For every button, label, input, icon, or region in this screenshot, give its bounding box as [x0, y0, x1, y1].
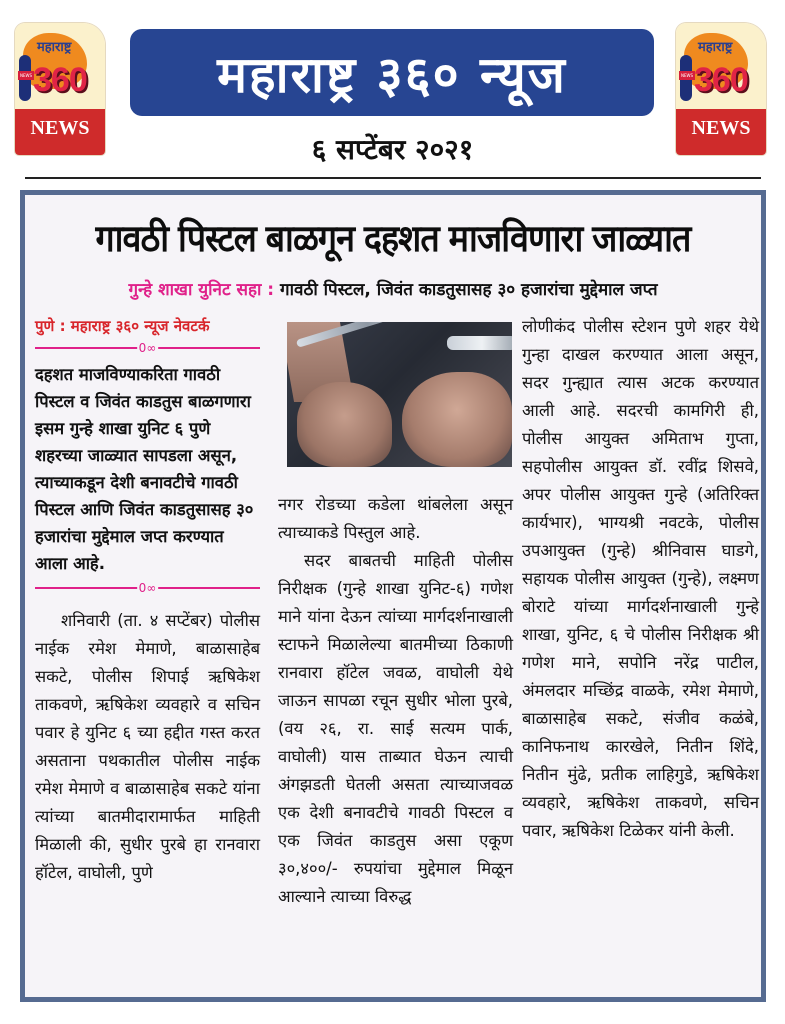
article-column-2 [278, 491, 513, 911]
logo-state-text: महाराष्ट्र [37, 40, 72, 55]
mic-tag: NEWS [19, 73, 32, 78]
subhead-text: गावठी पिस्टल, जिवंत काडतुसासह ३० हजारांचा मुद्देमाल जप्त [274, 280, 658, 300]
article-body-col1 [35, 607, 260, 887]
issue-date: ६ सप्टेंबर २०२१ [311, 133, 474, 166]
mic-tag: NEWS [680, 73, 693, 78]
body-paragraph: लोणीकंद पोलीस स्टेशन पुणे शहर येथे गुन्हा दाखल करण्यात आला असून, सदर गुन्ह्यात त्यास अटक करण्यात आली आहे. सदरची कामगिरी ही, पोलीस आयुक्त अमिताभ गुप्ता, सहपोलीस आयुक्त डॉ. रवींद्र शिसवे, अपर पोलीस आयुक्त गुन्हे (अतिरिक्त कार्यभार), भाग्यश्री नवटके, पोलीस उपआयुक्त (गुन्हे) श्रीनिवास घाडगे, सहायक पोलीस आयुक्त (गुन्हे), लक्ष्मण बोराटे यांच्या मार्गदर्शनाखाली गुन्हे शाखा, युनिट, ६ चे पोलीस निरीक्षक श्री गणेश माने, सपोनि नरेंद्र पाटील, अंमलदार मच्छिंद्र वाळके, रमेश मेमाणे, बाळासाहेब सकटे, संजीव कळंबे, कानिफनाथ कारखेले, नितीन शिंदे, नितीन मुंढे, प्रतीक लाहिगुडे, ऋषिकेश व्यवहारे, ऋषिकेश ताकवणे, सचिन पवार, ऋषिकेश टिळेकर यांनी केली. [522, 317, 759, 840]
ornament-divider [35, 581, 260, 595]
publication-title: महाराष्ट्र ३६० न्यूज [217, 45, 567, 104]
photo-hand-left [297, 382, 392, 467]
body-paragraph: नगर रोडच्या कडेला थांबलेला असून त्याच्याकडे पिस्तुल आहे. [278, 495, 513, 542]
body-paragraph: सदर बाबतची माहिती पोलीस निरीक्षक (गुन्हे शाखा युनिट-६) गणेश माने यांना देऊन त्यांच्या मार्गदर्शनाखाली स्टाफने मिळालेल्या बातमीच्या ठिकाणी रानवारा हॉटेल जवळ, वाघोली येथे जाऊन सापळा रचून सुधीर भोला पुरबे, (वय २६, रा. साई सत्यम पार्क, वाघोली) यास ताब्यात घेऊन त्याची अंगझडती घेतली असता त्याच्याजवळ एक देशी बनावटीचे गावठी पिस्टल व एक जिवंत काडतुस असा एकूण ३०,४००/- रुपयांचा मुद्देमाल मिळून आल्याने त्याच्या विरुद्ध [278, 551, 513, 906]
ornament-divider [35, 341, 260, 355]
article-lead: दहशत माजविण्याकरिता गावठी पिस्टल व जिवंत काडतुस बाळगणारा इसम गुन्हे शाखा युनिट ६ पुणे शहरच्या जाळ्यात सापडला असून, त्याच्याकडून देशी बनावटीचे गावठी पिस्टल आणि जिवंत काडतुसासह ३० हजारांचा मुद्देमाल जप्त करण्यात आला आहे. [35, 365, 254, 573]
handcuff-icon [447, 336, 512, 350]
divider-ornament-icon: 0∞ [138, 341, 157, 355]
photo-hand-right [402, 372, 512, 467]
body-paragraph: शनिवारी (ता. ४ सप्टेंबर) पोलीस नाईक रमेश मेमाणे, बाळासाहेब सकटे, पोलीस शिपाई ऋषिकेश ताकवणे, ऋषिकेश व्यवहारे व सचिन पवार हे युनिट ६ च्या हद्दीत गस्त करत असताना पथकातील पोलीस नाईक रमेश मेमाणे व बाळासाहेब सकटे यांना त्यांच्या बातमीदारामार्फत माहिती मिळाली की, सुधीर पुरबे हा रानवारा हॉटेल, वाघोली, पुणे [35, 611, 260, 882]
masthead-banner [130, 29, 654, 116]
article-column-1 [35, 313, 260, 887]
masthead-rule [25, 177, 761, 179]
divider-ornament-icon: 0∞ [138, 581, 157, 595]
logo-news-label: NEWS [30, 117, 90, 139]
article-headline: गावठी पिस्टल बाळगून दहशत माजविणारा जाळ्यात [95, 217, 691, 260]
article-frame [20, 190, 766, 1002]
article-subhead [25, 277, 761, 300]
logo-number: 360 [694, 61, 748, 99]
logo-news-label: NEWS [691, 117, 751, 139]
article-dateline: पुणे : महाराष्ट्र ३६० न्यूज नेवटर्क [35, 317, 210, 335]
logo-number: 360 [33, 61, 87, 99]
article-column-3 [522, 313, 759, 845]
logo-state-text: महाराष्ट्र [698, 40, 733, 55]
subhead-kicker: गुन्हे शाखा युनिट सहा : [128, 280, 275, 300]
handcuffed-hands-photo [287, 322, 512, 467]
